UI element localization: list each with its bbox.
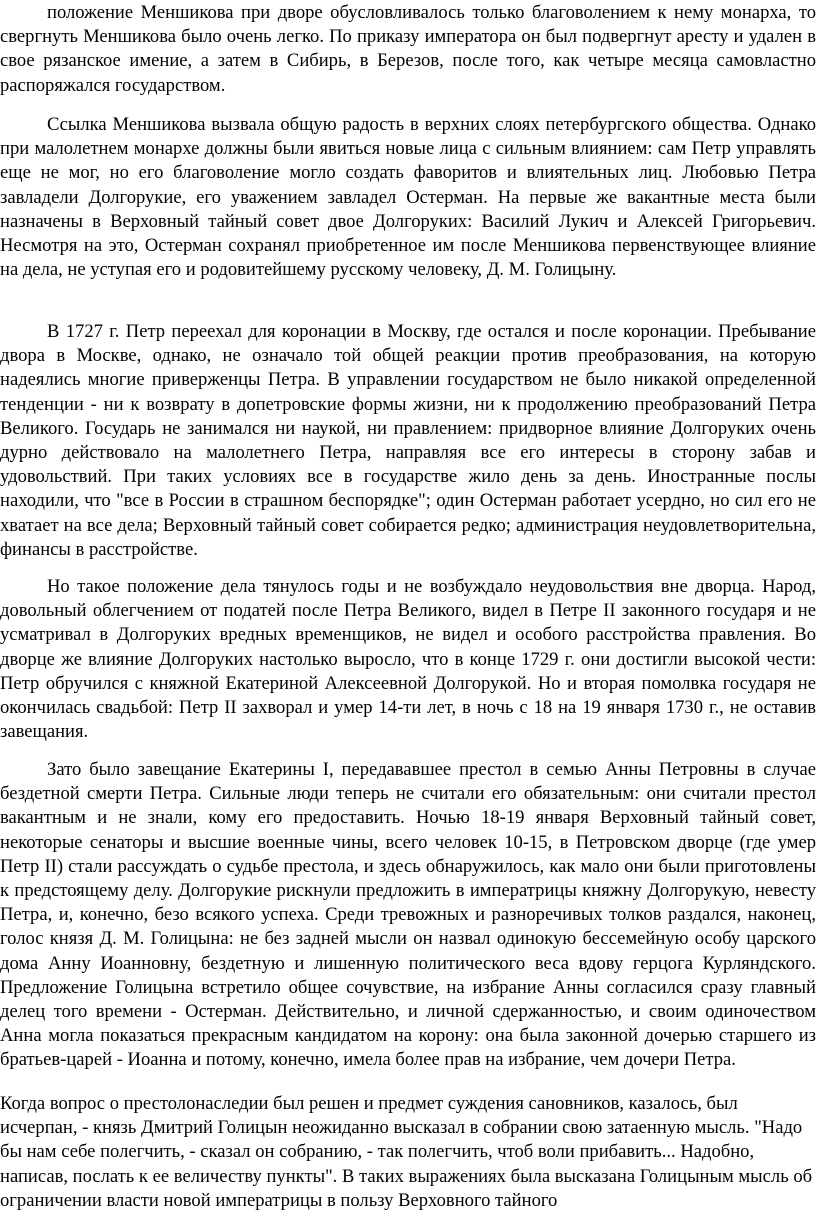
paragraph-court-in-moscow: В 1727 г. Петр переехал для коронации в Москву, где остался и после коронации. Пребывание двора в Москве, однако, не означало той общей реакции против преобразования, на которую надеялись многие приверженцы Петра. В управлении государством не было никакой определенной тенденции - ни к возврату в допетровские формы жизни, ни к продолжению преобразований Петра Великого. Государь не занимался ни наукой, ни правлением: придворное влияние Долгоруких очень дурно действовало на малолетнего Петра, направляя все его интересы в сторону забав и удовольствий. При таких условиях все в государстве жило день за день. Иностранные послы находили, что "все в России в страшном беспорядке"; один Остерман работает усердно, но сил его не хватает на все дела; Верховный тайный совет собирается редко; администрация неудовлетворительна, финансы в расстройстве. [0,321,816,560]
paragraph-golitsyn-conditions: Когда вопрос о престолонаследии был решен и предмет суждения сановников, казалось, был исчерпан, - князь Дмитрий Голицын неожиданно высказал в собрании свою затаенную мысль. "Надо бы нам себе полегчить, - сказал он собранию, - так полегчить, чтоб воли прибавить... Надобно, написав, послать к ее величеству пункты". В таких выражениях была высказана Голицыным мысль об ограничении власти новой императрицы в пользу Верховного тайного [0,1093,813,1211]
paragraph-death-of-peter-ii: Но такое положение дела тянулось годы и не возбуждало неудовольствия вне дворца. Народ, довольный облегчением от податей после Петра Великого, видел в Петре II законного государя и не усматривал в Долгоруких вредных временщиков, не видел и особого расстройства правления. Во дворце же влияние Долгоруких настолько выросло, что в конце 1729 г. они достигли высокой чести: Петр обручился с княжной Екатериной Алексеевной Долгорукой. Но и вторая помолвка государя не окончилась свадьбой: Петр II захворал и умер 14-ти лет, в ночь с 18 на 19 января 1730 г., не оставив завещания. [0,576,816,743]
paragraph-succession-council: Зато было завещание Екатерины I, передававшее престол в семью Анны Петровны в случае бездетной смерти Петра. Сильные люди теперь не считали его обязательным: они считали престол вакантным и не знали, кому его предоставить. Ночью 18-19 января Верховный тайный совет, некоторые сенаторы и высшие военные чины, всего человек 10-15, в Петровском дворце (где умер Петр II) стали рассуждать о судьбе престола, и здесь обнаружилось, как мало они были приготовлены к предстоящему делу. Долгорукие рискнули предложить в императрицы княжну Долгорукую, невесту Петра, и, конечно, безо всякого успеха. Среди тревожных и разноречивых толков раздался, наконец, голос князя Д. М. Голицына: не без задней мысли он назвал одинокую бессемейную особу царского дома Анну Иоанновну, бездетную и лишенную политического веса вдову герцога Курляндского. Предложение Голицына встретило общее сочувствие, на избрание Анны согласился сразу главный делец того времени - Остерман. Действительно, и личной сдержанностью, и своим одиночеством Анна могла показаться прекрасным кандидатом на корону: она была законной дочерью старшего из братьев-царей - Иоанна и потому, конечно, имела более прав на избрание, чем дочери Петра. [0,759,816,1071]
paragraph-menshikov-exile: Ссылка Меншикова вызвала общую радость в верхних слоях петербургского общества. Однако при малолетнем монархе должны были явиться новые лица с сильным влиянием: сам Петр управлять еще не мог, но его благоволение могло создать фаворитов и влиятельных лиц. Любовью Петра завладели Долгорукие, его уважением завладел Остерман. На первые же вакантные места были назначены в Верховный тайный совет двое Долгоруких: Василий Лукич и Алексей Григорьевич. Несмотря на это, Остерман сохранял приобретенное им после Меншикова первенствующее влияние на дела, не уступая его и родовитейшему русскому человеку, Д. М. Голицыну. [0,114,816,281]
paragraph-continuation: положение Меншикова при дворе обусловливалось только благоволением к нему монарха, то свергнуть Меншикова было очень легко. По приказу императора он был подвергнут аресту и удален в свое рязанское имение, а затем в Сибирь, в Березов, после того, как четыре месяца самовластно распоряжался государством. [0,2,816,96]
